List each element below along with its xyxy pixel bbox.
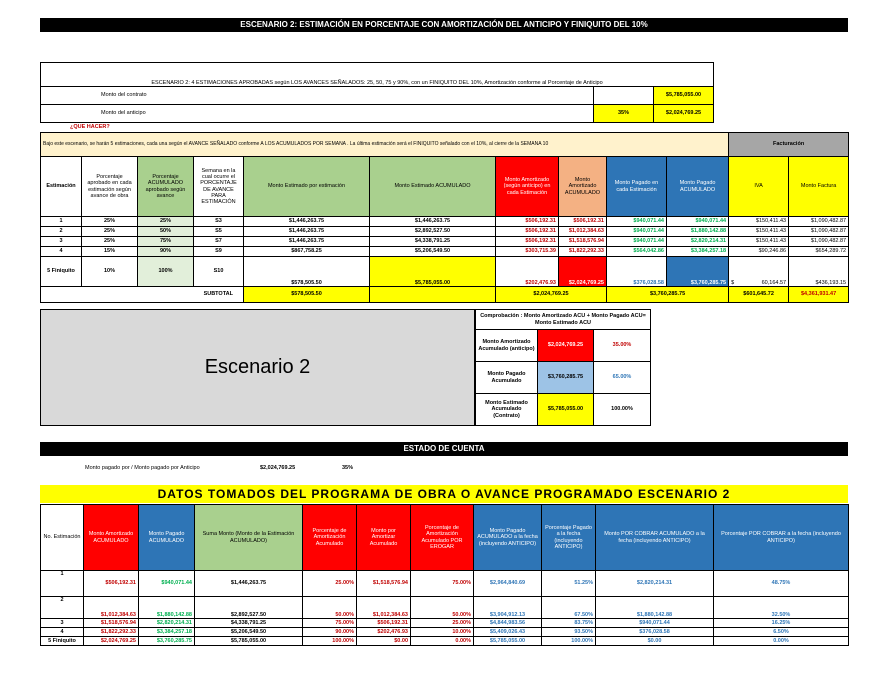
table-row [41, 247, 849, 257]
cell-estimado-acu: $4,338,791.25 [370, 237, 496, 247]
cell-pct-erogar: 25.00% [411, 619, 474, 628]
cell-pagado-fecha: $5,785,055.00 [474, 637, 542, 646]
cell-pagado-acu: $2,820,214.31 [139, 619, 195, 628]
cell-pct-cobrar: 6.50% [714, 628, 849, 637]
header-por-cobrar: Monto POR COBRAR ACUMULADO a la fecha (incluyendo ANTICIPO) [596, 505, 714, 571]
cell-pagado: $940,071.44 [607, 227, 667, 237]
header-monto-amortizado-acu: Monto Amortizado ACUMULADO [559, 157, 607, 217]
header-monto-estimado: Monto Estimado por estimación [244, 157, 370, 217]
anticipo-value: $2,024,769.25 [654, 105, 714, 123]
cell-pct-acu: 100% [138, 257, 194, 287]
cell-factura: $1,090,482.87 [789, 237, 849, 247]
cell-por-cobrar: $376,028.58 [596, 628, 714, 637]
cell-iva: $90,246.86 [729, 247, 789, 257]
cell-semana: S5 [194, 227, 244, 237]
comprobacion-title: Comprobación : Monto Amortizado ACU + Monto Pagado ACU= Monto Estimado ACU [476, 310, 651, 330]
estado-line-pct: 35% [342, 465, 354, 471]
comprobacion-table [475, 309, 651, 426]
cell-iva: $150,411.43 [729, 227, 789, 237]
header-estimacion: Estimación [41, 157, 82, 217]
cell-no: 5 Finiquito [41, 637, 84, 646]
estado-line-value: $2,024,769.25 [260, 465, 296, 471]
cell-por-amortizar: $1,518,576.94 [357, 571, 411, 597]
cell-pct-cobrar: 16.25% [714, 619, 849, 628]
cell-pct-amort: 50.00% [303, 597, 357, 619]
escenario-panel [40, 309, 475, 426]
cell-amortizado-acu: $1,012,384.63 [559, 227, 607, 237]
cell-amortizado-acu: $506,192.31 [559, 217, 607, 227]
cell-suma: $1,446,263.75 [195, 571, 303, 597]
cell-estimado-acu: $5,206,549.50 [370, 247, 496, 257]
datos-title: DATOS TOMADOS DEL PROGRAMA DE OBRA O AVANCE PROGRAMADO ESCENARIO 2 [40, 485, 848, 503]
scenario-header-bar: ESCENARIO 2: ESTIMACIÓN EN PORCENTAJE CON AMORTIZACIÓN DEL ANTICIPO Y FINIQUITO DEL 10% [40, 18, 848, 32]
cell-no: 2 [41, 597, 84, 619]
cell-amortizado-acu: $1,822,292.33 [559, 247, 607, 257]
subtotal-factura: $4,361,931.47 [789, 287, 849, 303]
cell-pct-amort: 90.00% [303, 628, 357, 637]
header-monto-factura: Monto Factura [789, 157, 849, 217]
cell-por-amortizar: $506,192.31 [357, 619, 411, 628]
cell-no: 3 [41, 619, 84, 628]
cell-pagado: $376,028.58 [607, 257, 667, 287]
cell-pagado-fecha: $3,904,912.13 [474, 597, 542, 619]
cell-pagado-acu: $2,820,214.31 [667, 237, 729, 247]
cell-pct: 25% [82, 227, 138, 237]
header-no-estimacion: No. Estimación [41, 505, 84, 571]
cell-estimado-acu: $2,892,527.50 [370, 227, 496, 237]
comprobacion-value: $2,024,769.25 [538, 330, 594, 362]
cell-pct-amort: 100.00% [303, 637, 357, 646]
cell-pagado-acu: $940,071.44 [139, 571, 195, 597]
cell-amortizado-acu: $2,024,769.25 [84, 637, 139, 646]
anticipo-label: Monto del anticipo [41, 105, 594, 123]
cell-amortizado-acu: $506,192.31 [84, 571, 139, 597]
cell-amortizado: $506,192.31 [496, 217, 559, 227]
cell-pct-acu: 50% [138, 227, 194, 237]
comprobacion-label: Monto Amortizado Acumulado (anticipo) [476, 330, 538, 362]
cell-amortizado-acu: $1,518,576.94 [84, 619, 139, 628]
cell-pagado-acu: $3,760,285.75 [139, 637, 195, 646]
cell-factura: $436,193.15 [789, 257, 849, 287]
cell-pagado: $564,042.86 [607, 247, 667, 257]
cell-pct-pagado: 100.00% [542, 637, 596, 646]
iva-value: 60,164.57 [761, 279, 787, 286]
subtotal-empty [370, 287, 496, 303]
cell-pct-pagado: 83.75% [542, 619, 596, 628]
header-monto-pagado: Monto Pagado en cada Estimación [607, 157, 667, 217]
cell-pagado-fecha: $5,409,026.43 [474, 628, 542, 637]
cell-semana: S7 [194, 237, 244, 247]
cell-estimado: $1,446,263.75 [244, 227, 370, 237]
header-iva: IVA [729, 157, 789, 217]
cell-pct-amort: 25.00% [303, 571, 357, 597]
scenario-note: Bajo este escenario, se harán 5 estimaciones, cada una según el AVANCE SEÑALADO conforme A LOS ACUMULADOS POR SEMANA . La última estimación será el FINIQUITO señalado con el 10%, al cierre de la SEMANA 10 [41, 133, 729, 157]
comprobacion-pct: 35.00% [594, 330, 651, 362]
cell-estimado-acu: $1,446,263.75 [370, 217, 496, 227]
cell-pct-amort: 75.00% [303, 619, 357, 628]
cell-pagado-acu: $3,384,257.18 [667, 247, 729, 257]
cell-suma: $2,892,527.50 [195, 597, 303, 619]
header-pct-pagado: Porcentaje Pagado a la fecha (incluyendo ANTICIPO) [542, 505, 596, 571]
cell-suma: $5,206,549.50 [195, 628, 303, 637]
cell-estimado: $578,505.50 [244, 257, 370, 287]
table-row [41, 227, 849, 237]
cell-semana: S10 [194, 257, 244, 287]
table-row [41, 597, 849, 619]
comprobacion-value: $3,760,285.75 [538, 362, 594, 394]
cell-por-cobrar: $1,880,142.88 [596, 597, 714, 619]
cell-pagado: $940,071.44 [607, 217, 667, 227]
cell-estimado: $1,446,263.75 [244, 237, 370, 247]
header-pct-aprobado: Porcentaje aprobado en cada estimación según avance de obra [82, 157, 138, 217]
cell-pagado-fecha: $4,844,983.56 [474, 619, 542, 628]
currency-sign: $ [731, 279, 735, 286]
table-row [41, 619, 849, 628]
cell-pct-pagado: 51.25% [542, 571, 596, 597]
cell-pct-erogar: 0.00% [411, 637, 474, 646]
comprobacion-label: Monto Estimado Acumulado (Contrato) [476, 394, 538, 426]
cell-estimacion: 1 [41, 217, 82, 227]
cell-amortizado: $506,192.31 [496, 227, 559, 237]
header-pct-por-erogar: Porcentaje de Amortización Acumulado POR EROGAR [411, 505, 474, 571]
contrato-label: Monto del contrato [41, 87, 594, 105]
cell-estimado: $1,446,263.75 [244, 217, 370, 227]
table-row [41, 571, 849, 597]
subtotal-iva: $601,645.72 [729, 287, 789, 303]
cell-factura: $1,090,482.87 [789, 217, 849, 227]
cell-amortizado: $202,476.93 [496, 257, 559, 287]
header-monto-amortizado: Monto Amortizado (según anticipo) en cada Estimación [496, 157, 559, 217]
cell-estimacion: 2 [41, 227, 82, 237]
estado-cuenta-bar: ESTADO DE CUENTA [40, 442, 848, 456]
cell-pagado-acu: $3,384,257.18 [139, 628, 195, 637]
subtotal-estimado: $578,505.50 [244, 287, 370, 303]
cell-por-cobrar: $2,820,214.31 [596, 571, 714, 597]
header-pct-acumulado: Porcentaje ACUMULADO aprobado según avance [138, 157, 194, 217]
cell-pct-acu: 90% [138, 247, 194, 257]
facturacion-label: Facturación [729, 133, 849, 157]
cell-por-cobrar: $940,071.44 [596, 619, 714, 628]
avance-programado-table [40, 504, 849, 646]
cell-estimacion: 4 [41, 247, 82, 257]
escenario-label: Escenario 2 [204, 356, 311, 378]
cell-por-amortizar: $0.00 [357, 637, 411, 646]
cell-pagado-acu: $3,760,285.75 [667, 257, 729, 287]
cell-amortizado-acu: $1,822,292.33 [84, 628, 139, 637]
header-semana: Semana en la cual ocurre el PORCENTAJE DE AVANCE PARA ESTIMACIÓN [194, 157, 244, 217]
comprobacion-value: $5,785,055.00 [538, 394, 594, 426]
cell-pct-erogar: 10.00% [411, 628, 474, 637]
cell-factura: $654,289.72 [789, 247, 849, 257]
cell-amortizado-acu: $1,012,384.63 [84, 597, 139, 619]
subtotal-amortizado: $2,024,769.25 [496, 287, 607, 303]
header-pct-amortizacion: Porcentaje de Amortización Acumulado [303, 505, 357, 571]
cell-pct-cobrar: 48.75% [714, 571, 849, 597]
contract-summary-box [40, 62, 714, 123]
subtotal-pagado: $3,760,285.75 [607, 287, 729, 303]
cell-no: 4 [41, 628, 84, 637]
cell-estimado: $867,758.25 [244, 247, 370, 257]
cell-iva: $150,411.43 [729, 217, 789, 227]
table-row [41, 628, 849, 637]
cell-amortizado: $303,715.39 [496, 247, 559, 257]
cell-pagado: $940,071.44 [607, 237, 667, 247]
cell-factura: $1,090,482.87 [789, 227, 849, 237]
header-monto-pagado-acu: Monto Pagado ACUMULADO [667, 157, 729, 217]
cell-pct-erogar: 75.00% [411, 571, 474, 597]
cell-pagado-acu: $1,880,142.88 [667, 227, 729, 237]
anticipo-pct: 35% [594, 105, 654, 123]
comprobacion-pct: 65.00% [594, 362, 651, 394]
cell-pct-pagado: 93.50% [542, 628, 596, 637]
finiquito-row [41, 257, 849, 287]
cell-amortizado-acu: $1,518,576.94 [559, 237, 607, 247]
cell-estimacion: 5 Finiquito [41, 257, 82, 287]
cell-por-cobrar: $0.00 [596, 637, 714, 646]
cell-suma: $5,785,055.00 [195, 637, 303, 646]
cell-amortizado-acu: $2,024,769.25 [559, 257, 607, 287]
subtotal-row [41, 287, 849, 303]
cell-estimado-acu: $5,785,055.00 [370, 257, 496, 287]
header-por-amortizar: Monto por Amortizar Acumulado [357, 505, 411, 571]
cell-pct: 15% [82, 247, 138, 257]
cell-pct-acu: 75% [138, 237, 194, 247]
table-row [41, 237, 849, 247]
table-row [41, 637, 849, 646]
cell-pct: 25% [82, 217, 138, 227]
top-box-title: ESCENARIO 2: 4 ESTIMACIONES APROBADAS según LOS AVANCES SEÑALADOS: 25, 50, 75 y 90%, con un FINIQUITO DEL 10%, Amortización conforme al Porcentaje de Anticipo [41, 63, 714, 87]
cell-no: 1 [41, 571, 84, 597]
header-amortizado-acu: Monto Amortizado ACUMULADO [84, 505, 139, 571]
contrato-value: $5,785,055.00 [654, 87, 714, 105]
cell-por-amortizar: $1,012,384.63 [357, 597, 411, 619]
cell-iva: $150,411.43 [729, 237, 789, 247]
cell-semana: S9 [194, 247, 244, 257]
cell-pagado-acu: $1,880,142.88 [139, 597, 195, 619]
cell-amortizado: $506,192.31 [496, 237, 559, 247]
cell-pct: 25% [82, 237, 138, 247]
header-pagado-fecha: Monto Pagado ACUMULADO a la fecha (incluyendo ANTICIPO) [474, 505, 542, 571]
cell-pct-acu: 25% [138, 217, 194, 227]
table-row [41, 217, 849, 227]
cell-pagado-acu: $940,071.44 [667, 217, 729, 227]
estimaciones-table [40, 132, 849, 303]
cell-semana: S3 [194, 217, 244, 227]
header-monto-estimado-acu: Monto Estimado ACUMULADO [370, 157, 496, 217]
header-pagado-acu: Monto Pagado ACUMULADO [139, 505, 195, 571]
cell-pct-pagado: 67.50% [542, 597, 596, 619]
cell-pct: 10% [82, 257, 138, 287]
cell-suma: $4,338,791.25 [195, 619, 303, 628]
cell-pct-cobrar: 32.50% [714, 597, 849, 619]
cell-por-amortizar: $202,476.93 [357, 628, 411, 637]
cell-estimacion: 3 [41, 237, 82, 247]
cell-pct-erogar: 50.00% [411, 597, 474, 619]
header-pct-por-cobrar: Porcentaje POR COBRAR a la fecha (incluyendo ANTICIPO) [714, 505, 849, 571]
comprobacion-pct: 100.00% [594, 394, 651, 426]
comprobacion-label: Monto Pagado Acumulado [476, 362, 538, 394]
cell-pct-cobrar: 0.00% [714, 637, 849, 646]
estado-line-label: Monto pagado por / Monto pagado por Anticipo [85, 465, 200, 471]
cell-iva [729, 257, 789, 287]
header-suma-monto: Suma Monto (Monto de la Estimación ACUMULADO) [195, 505, 303, 571]
cell-pagado-fecha: $2,964,840.69 [474, 571, 542, 597]
que-hacer-label: ¿QUE HACER? [70, 124, 110, 130]
subtotal-label: SUBTOTAL [41, 287, 244, 303]
